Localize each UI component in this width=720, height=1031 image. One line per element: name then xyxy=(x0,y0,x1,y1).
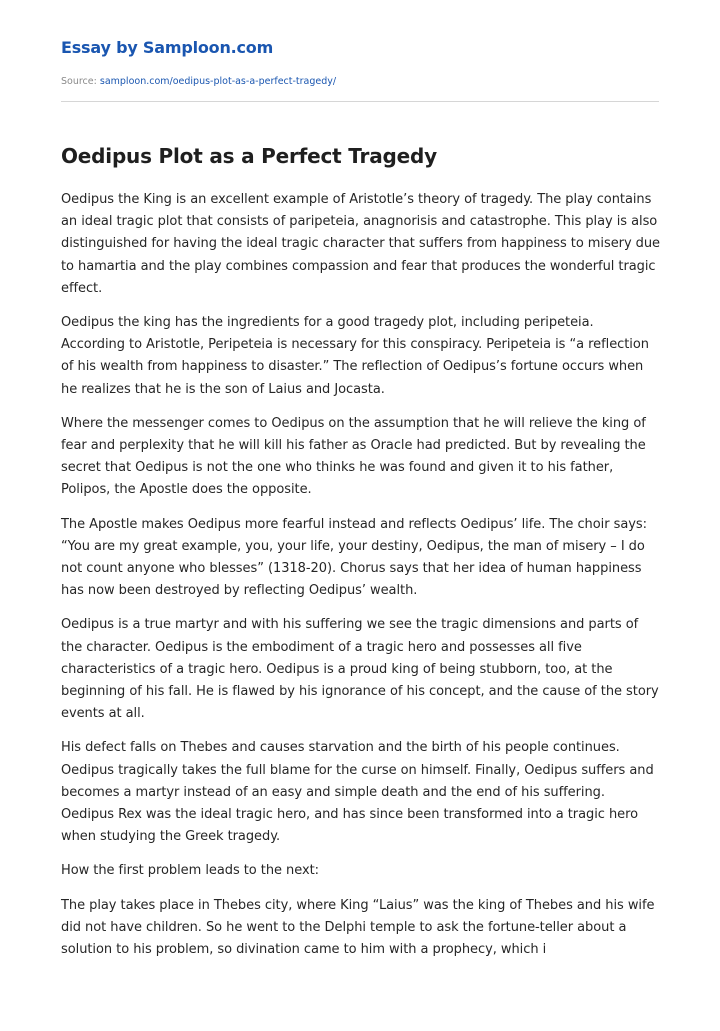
paragraph-7: How the first problem leads to the next: xyxy=(61,863,319,879)
paragraph-6: His defect falls on Thebes and causes starvation and the birth of his people continues. Oedipus tragically takes the full blame for the curse on himself. Finally, Oedipus suffers and becomes a martyr instead of an easy and simple death and the end of his suffering. Oedipus Rex was the ideal tragic hero, and has since been transformed into a tragic hero when studying the Greek tragedy. xyxy=(61,740,654,845)
paragraph-2: Oedipus the king has the ingredients for a good tragedy plot, including peripeteia. According to Aristotle, Peripeteia is necessary for this conspiracy. Peripeteia is “a reflection of his wealth from happiness to disaster.” The reflection of Oedipus’s fortune occurs when he realizes that he is the son of Laius and Jocasta. xyxy=(61,315,649,397)
paragraph-3: Where the messenger comes to Oedipus on the assumption that he will relieve the king of fear and perplexity that he will kill his father as Oracle had predicted. But by revealing the secret that Oedipus is not the one who thinks he was found and given it to his father, Polipos, the Apostle does the opposite. xyxy=(61,415,646,498)
paragraph-4: The Apostle makes Oedipus more fearful instead and reflects Oedipus’ life. The choir says: “You are my great example, you, your life, your destiny, Oedipus, the man of misery – I do not count anyone who blesses” (1318-20). Chorus says that her idea of human happiness has now been destroyed by reflecting Oedipus’ wealth. xyxy=(61,516,647,599)
essay-body xyxy=(61,189,661,973)
source-link[interactable]: samploon.com/oedipus-plot-as-a-perfect-tragedy/ xyxy=(99,76,337,87)
header-divider xyxy=(61,101,659,102)
site-brand[interactable]: Essay by Samploon.com xyxy=(61,38,274,57)
essay-title: Oedipus Plot as a Perfect Tragedy xyxy=(61,144,437,168)
paragraph-1: Oedipus the King is an excellent example of Aristotle’s theory of tragedy. The play contains an ideal tragic plot that consists of paripeteia, anagnorisis and catastrophe. This play is also distinguished for having the ideal tragic character that suffers from happiness to misery due to hamartia and the play combines compassion and fear that produces the wonderful tragic effect. xyxy=(61,192,661,296)
source-line xyxy=(61,76,336,87)
source-label: Source: xyxy=(61,76,97,87)
paragraph-5: Oedipus is a true martyr and with his suffering we see the tragic dimensions and parts of the character. Oedipus is the embodiment of a tragic hero and possesses all five characteristics of a tragic hero. Oedipus is a proud king of being stubborn, too, at the beginning of his fall. He is flawed by his ignorance of his concept, and the cause of the story events at all. xyxy=(61,617,659,722)
paragraph-8: The play takes place in Thebes city, where King “Laius” was the king of Thebes and his wife did not have children. So he went to the Delphi temple to ask the fortune-teller about a solution to his problem, so divination came to him with a prophecy, which i xyxy=(61,897,655,958)
